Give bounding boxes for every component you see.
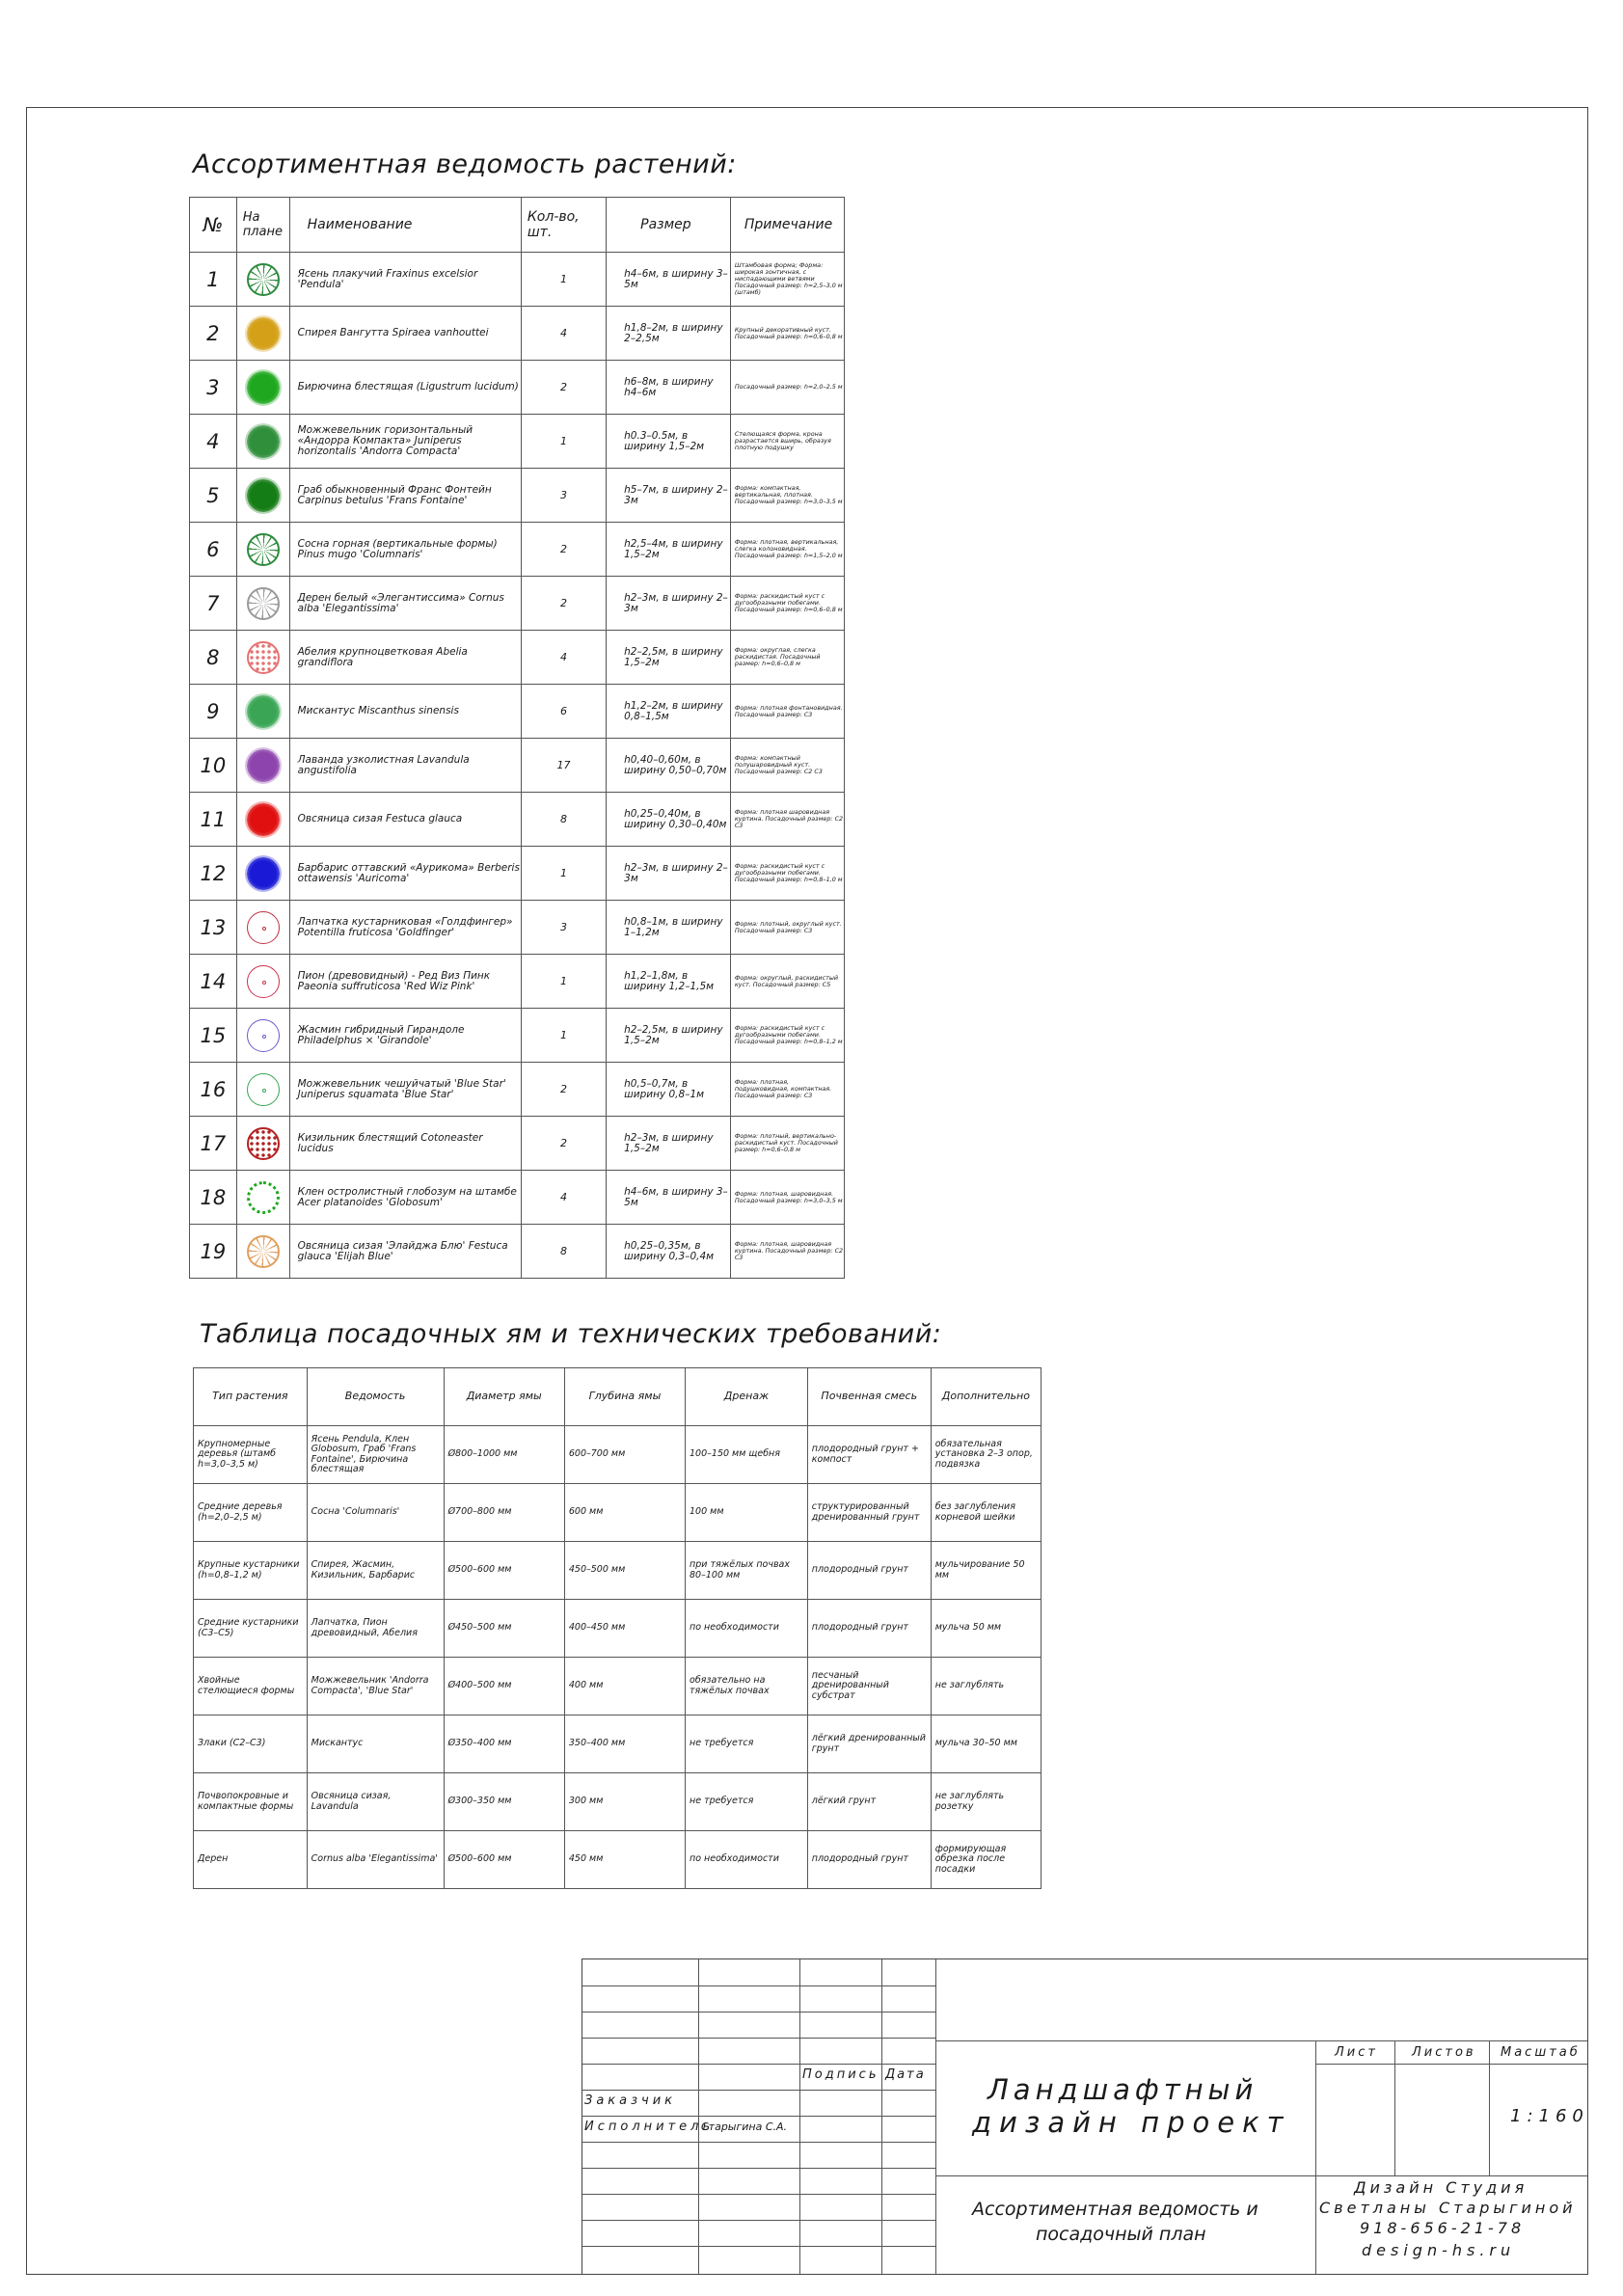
plant-symbol (236, 253, 289, 307)
pits-cell: мульча 50 мм (931, 1600, 1041, 1658)
scale-label: Масштаб (1501, 2045, 1581, 2060)
pits-cell: Ø400–500 мм (444, 1658, 564, 1715)
plant-note: Форма: плотная, вертикальная, слегка колоновидная. Посадочный размер: h=1,5–2,0 м (730, 523, 844, 577)
title-block (582, 1958, 1588, 2275)
plant-row (190, 1171, 845, 1225)
plant-symbol (236, 361, 289, 415)
pits-cell: песчаный дренированный субстрат (807, 1658, 931, 1715)
pits-cell: 100 мм (686, 1484, 808, 1542)
plant-number: 7 (190, 577, 237, 631)
plant-note: Стелющаяся форма, крона разрастается вширь, образуя плотную подушку (730, 415, 844, 469)
pits-row (194, 1831, 1041, 1889)
plant-row (190, 739, 845, 793)
pits-cell: Лапчатка, Пион древовидный, Абелия (307, 1600, 444, 1658)
pits-cell: Ø300–350 мм (444, 1773, 564, 1831)
pits-cell: Овсяница сизая, Lavandula (307, 1773, 444, 1831)
plant-plan-symbol-icon (247, 1019, 280, 1052)
plant-size: h0,25–0,40м, в ширину 0,30–0,40м (607, 793, 731, 847)
plant-number: 9 (190, 685, 237, 739)
plant-name: Овсяница сизая 'Элайджа Блю' Festuca glauca 'Elijah Blue' (289, 1225, 521, 1279)
sign-label: Подпись (802, 2067, 879, 2082)
executor-label: Исполнитель (584, 2120, 715, 2134)
plant-row (190, 631, 845, 685)
pits-table (193, 1367, 1041, 1889)
plant-number: 2 (190, 307, 237, 361)
executor-name: Старыгина С.А. (701, 2120, 788, 2133)
plant-row (190, 847, 845, 901)
col-plan-header-line2: плане (242, 225, 283, 239)
project-title-line2: дизайн проект (972, 2106, 1291, 2139)
plant-symbol (236, 955, 289, 1009)
pits-cell: Ясень Pendula, Клен Globosum, Граб 'Frans Fontaine', Бирючина блестящая (307, 1426, 444, 1484)
pits-cell: Ø800–1000 мм (444, 1426, 564, 1484)
plant-plan-symbol-icon (247, 965, 280, 998)
plant-plan-symbol-icon (247, 911, 280, 944)
col-note-header: Примечание (730, 198, 844, 253)
pits-cell: Средние деревья (h=2,0–2,5 м) (194, 1484, 308, 1542)
plant-name: Граб обыкновенный Франс Фонтейн Carpinus betulus 'Frans Fontaine' (289, 469, 521, 523)
plant-qty: 3 (521, 901, 606, 955)
plant-size: h0,25–0,35м, в ширину 0,3–0,4м (607, 1225, 731, 1279)
pits-cell: не требуется (686, 1773, 808, 1831)
plant-qty: 2 (521, 577, 606, 631)
plant-name: Лапчатка кустарниковая «Голдфингер» Potentilla fruticosa 'Goldfinger' (289, 901, 521, 955)
pits-cell: без заглубления корневой шейки (931, 1484, 1041, 1542)
plant-name: Клен остролистный глобозум на штамбе Acer platanoides 'Globosum' (289, 1171, 521, 1225)
plant-row (190, 361, 845, 415)
studio-line1: Дизайн Студия (1354, 2178, 1528, 2197)
plant-note: Форма: плотная, подушковидная, компактная. Посадочный размер: C3 (730, 1063, 844, 1117)
pits-cell: Ø500–600 мм (444, 1542, 564, 1600)
plant-qty: 3 (521, 469, 606, 523)
plant-row (190, 1117, 845, 1171)
pits-cell: Сосна 'Columnaris' (307, 1484, 444, 1542)
plant-size: h6–8м, в ширину h4–6м (607, 361, 731, 415)
plant-qty: 4 (521, 1171, 606, 1225)
plant-symbol (236, 901, 289, 955)
pits-cell: при тяжёлых почвах 80–100 мм (686, 1542, 808, 1600)
pits-cell: по необходимости (686, 1831, 808, 1889)
pits-cell: обязательно на тяжёлых почвах (686, 1658, 808, 1715)
plant-number: 12 (190, 847, 237, 901)
pits-row (194, 1542, 1041, 1600)
plant-number: 14 (190, 955, 237, 1009)
pits-cell: 600–700 мм (564, 1426, 685, 1484)
pits-column-header: Глубина ямы (564, 1368, 685, 1426)
pits-cell: Злаки (C2–C3) (194, 1715, 308, 1773)
sheet-label: Лист (1335, 2045, 1378, 2060)
pits-cell: не заглублять розетку (931, 1773, 1041, 1831)
plant-note: Форма: плотная шаровидная куртина. Посадочный размер: C2 C3 (730, 793, 844, 847)
plant-row (190, 1063, 845, 1117)
plant-name: Сосна горная (вертикальные формы) Pinus mugo 'Columnaris' (289, 523, 521, 577)
pits-cell: плодородный грунт (807, 1542, 931, 1600)
plant-name: Бирючина блестящая (Ligustrum lucidum) (289, 361, 521, 415)
plant-size: h4–6м, в ширину 3–5м (607, 1171, 731, 1225)
pits-row (194, 1426, 1041, 1484)
plant-row (190, 469, 845, 523)
plant-plan-symbol-icon (247, 479, 280, 512)
plant-name: Барбарис оттавский «Аурикома» Berberis ottawensis 'Auricoma' (289, 847, 521, 901)
plant-row (190, 793, 845, 847)
plant-number: 18 (190, 1171, 237, 1225)
plant-size: h2,5–4м, в ширину 1,5–2м (607, 523, 731, 577)
sheet-title-line2: посадочный план (1036, 2224, 1206, 2245)
pits-cell: структурированный дренированный грунт (807, 1484, 931, 1542)
plant-plan-symbol-icon (247, 371, 280, 404)
plant-plan-symbol-icon (247, 803, 280, 836)
plant-qty: 8 (521, 793, 606, 847)
plant-note: Форма: компактная, вертикальная, плотная. Посадочный размер: h=3,0–3,5 м (730, 469, 844, 523)
pits-row (194, 1600, 1041, 1658)
plants-header-row (190, 198, 845, 253)
plant-plan-symbol-icon (247, 857, 280, 890)
plants-heading: Ассортиментная ведомость растений: (193, 149, 737, 179)
pits-cell: 450 мм (564, 1831, 685, 1889)
pits-heading: Таблица посадочных ям и технических требований: (200, 1319, 942, 1349)
pits-row (194, 1773, 1041, 1831)
plant-note: Форма: плотная фонтановидная. Посадочный размер: C3 (730, 685, 844, 739)
pits-column-header: Диаметр ямы (444, 1368, 564, 1426)
plant-row (190, 307, 845, 361)
pits-cell: Дерен (194, 1831, 308, 1889)
plant-symbol (236, 685, 289, 739)
pits-cell: 100–150 мм щебня (686, 1426, 808, 1484)
plant-row (190, 1009, 845, 1063)
plant-note: Посадочный размер: h=2,0–2,5 м (730, 361, 844, 415)
pits-cell: Средние кустарники (C3–C5) (194, 1600, 308, 1658)
plant-note: Форма: плотная, шаровидная. Посадочный размер: h=3,0–3,5 м (730, 1171, 844, 1225)
plant-name: Абелия крупноцветковая Abelia grandiflora (289, 631, 521, 685)
plant-symbol (236, 1009, 289, 1063)
studio-site: design-hs.ru (1362, 2241, 1516, 2259)
plant-size: h0,5–0,7м, в ширину 0,8–1м (607, 1063, 731, 1117)
scale-value: 1:160 (1510, 2106, 1589, 2126)
pits-cell: Крупномерные деревья (штамб h=3,0–3,5 м) (194, 1426, 308, 1484)
pits-row (194, 1658, 1041, 1715)
plant-plan-symbol-icon (247, 1127, 280, 1160)
plant-note: Форма: раскидистый куст с дугообразными побегами. Посадочный размер: h=0,6–0,8 м (730, 577, 844, 631)
plant-qty: 6 (521, 685, 606, 739)
plant-name: Мискантус Miscanthus sinensis (289, 685, 521, 739)
plant-plan-symbol-icon (247, 749, 280, 782)
plant-plan-symbol-icon (247, 641, 280, 674)
pits-column-header: Тип растения (194, 1368, 308, 1426)
plant-symbol (236, 631, 289, 685)
plant-note: Форма: плотная, шаровидная куртина. Посадочный размер: C2 C3 (730, 1225, 844, 1279)
plant-note: Форма: раскидистый куст с дугообразными побегами. Посадочный размер: h=0,8–1,0 м (730, 847, 844, 901)
plant-number: 10 (190, 739, 237, 793)
plant-qty: 4 (521, 307, 606, 361)
col-qty-header: Кол-во, шт. (521, 198, 606, 253)
plant-symbol (236, 523, 289, 577)
sheet-title-line1: Ассортиментная ведомость и (972, 2199, 1258, 2220)
pits-cell: Крупные кустарники (h=0,8–1,2 м) (194, 1542, 308, 1600)
plant-symbol (236, 1063, 289, 1117)
pits-cell: Ø700–800 мм (444, 1484, 564, 1542)
plant-number: 5 (190, 469, 237, 523)
studio-line2: Светланы Старыгиной (1319, 2199, 1577, 2217)
plant-qty: 1 (521, 1009, 606, 1063)
plant-number: 3 (190, 361, 237, 415)
plant-symbol (236, 469, 289, 523)
plant-symbol (236, 847, 289, 901)
pits-cell: 450–500 мм (564, 1542, 685, 1600)
pits-row (194, 1715, 1041, 1773)
plant-name: Овсяница сизая Festuca glauca (289, 793, 521, 847)
plant-size: h1,2–1,8м, в ширину 1,2–1,5м (607, 955, 731, 1009)
plant-size: h0.3–0.5м, в ширину 1,5–2м (607, 415, 731, 469)
pits-header-row (194, 1368, 1041, 1426)
pits-cell: Можжевельник 'Andorra Compacta', 'Blue Star' (307, 1658, 444, 1715)
plant-qty: 1 (521, 847, 606, 901)
sheets-label: Листов (1412, 2045, 1476, 2060)
plant-name: Можжевельник горизонтальный «Андорра Компакта» Juniperus horizontalis 'Andorra Compacta' (289, 415, 521, 469)
plant-qty: 2 (521, 523, 606, 577)
plant-note: Форма: округлая, слегка раскидистая. Посадочный размер: h=0,6–0,8 м (730, 631, 844, 685)
plant-row (190, 955, 845, 1009)
plant-plan-symbol-icon (247, 1181, 280, 1214)
plant-number: 4 (190, 415, 237, 469)
pits-cell: мульча 30–50 мм (931, 1715, 1041, 1773)
plant-name: Дерен белый «Элегантиссима» Cornus alba 'Elegantissima' (289, 577, 521, 631)
pits-cell: Спирея, Жасмин, Кизильник, Барбарис (307, 1542, 444, 1600)
plant-name: Лаванда узколистная Lavandula angustifolia (289, 739, 521, 793)
plant-name: Кизильник блестящий Cotoneaster lucidus (289, 1117, 521, 1171)
pits-cell: Ø350–400 мм (444, 1715, 564, 1773)
pits-cell: мульчирование 50 мм (931, 1542, 1041, 1600)
plant-qty: 8 (521, 1225, 606, 1279)
plant-plan-symbol-icon (247, 695, 280, 728)
plant-qty: 1 (521, 415, 606, 469)
plant-qty: 4 (521, 631, 606, 685)
plant-number: 13 (190, 901, 237, 955)
pits-cell: Cornus alba 'Elegantissima' (307, 1831, 444, 1889)
plant-row (190, 1225, 845, 1279)
plant-symbol (236, 1225, 289, 1279)
plant-size: h2–3м, в ширину 2–3м (607, 847, 731, 901)
date-label: Дата (885, 2067, 926, 2082)
pits-cell: не требуется (686, 1715, 808, 1773)
pits-cell: формирующая обрезка после посадки (931, 1831, 1041, 1889)
plant-number: 16 (190, 1063, 237, 1117)
studio-phone: 918-656-21-78 (1360, 2219, 1526, 2237)
plant-qty: 1 (521, 955, 606, 1009)
plant-note: Форма: округлый, раскидистый куст. Посадочный размер: C5 (730, 955, 844, 1009)
plant-number: 8 (190, 631, 237, 685)
plant-plan-symbol-icon (247, 425, 280, 458)
plant-note: Крупный декоративный куст. Посадочный размер: h=0,6–0,8 м (730, 307, 844, 361)
plant-size: h0,40–0,60м, в ширину 0,50–0,70м (607, 739, 731, 793)
pits-cell: не заглублять (931, 1658, 1041, 1715)
plant-plan-symbol-icon (247, 1235, 280, 1268)
plant-note: Штамбовая форма; Форма: широкая зонтичная, с ниспадающими ветвями Посадочный размер: h=2,5–3,0 м (штамб) (730, 253, 844, 307)
plant-row (190, 685, 845, 739)
col-plan-header-line1: На (242, 210, 260, 225)
pits-cell: по необходимости (686, 1600, 808, 1658)
plant-number: 19 (190, 1225, 237, 1279)
plant-row (190, 415, 845, 469)
pits-row (194, 1484, 1041, 1542)
plant-plan-symbol-icon (247, 263, 280, 296)
pits-cell: Ø500–600 мм (444, 1831, 564, 1889)
col-plan-header (236, 198, 289, 253)
plant-note: Форма: компактный полушаровидный куст. Посадочный размер: C2 C3 (730, 739, 844, 793)
project-title-line1: Ландшафтный (987, 2073, 1258, 2106)
plant-symbol (236, 1117, 289, 1171)
pits-cell: 350–400 мм (564, 1715, 685, 1773)
plant-number: 17 (190, 1117, 237, 1171)
pits-column-header: Ведомость (307, 1368, 444, 1426)
plant-size: h1,8–2м, в ширину 2–2,5м (607, 307, 731, 361)
pits-cell: обязательная установка 2–3 опор, подвязка (931, 1426, 1041, 1484)
plants-table (189, 197, 845, 1279)
plant-qty: 2 (521, 1117, 606, 1171)
pits-cell: плодородный грунт (807, 1600, 931, 1658)
plant-row (190, 901, 845, 955)
pits-cell: 400–450 мм (564, 1600, 685, 1658)
plant-size: h2–3м, в ширину 2–3м (607, 577, 731, 631)
plant-name: Можжевельник чешуйчатый 'Blue Star' Juniperus squamata 'Blue Star' (289, 1063, 521, 1117)
plant-name: Пион (древовидный) - Ред Виз Пинк Paeonia suffruticosa 'Red Wiz Pink' (289, 955, 521, 1009)
plant-note: Форма: раскидистый куст с дугообразными побегами. Посадочный размер: h=0,8–1,2 м (730, 1009, 844, 1063)
pits-cell: лёгкий грунт (807, 1773, 931, 1831)
plant-name: Жасмин гибридный Гирандоле Philadelphus × 'Girandole' (289, 1009, 521, 1063)
pits-cell: Хвойные стелющиеся формы (194, 1658, 308, 1715)
plant-number: 6 (190, 523, 237, 577)
pits-cell: плодородный грунт (807, 1831, 931, 1889)
plant-note: Форма: плотный, округлый куст. Посадочный размер: C3 (730, 901, 844, 955)
plant-symbol (236, 793, 289, 847)
plant-size: h2–3м, в ширину 1,5–2м (607, 1117, 731, 1171)
plant-size: h5–7м, в ширину 2–3м (607, 469, 731, 523)
pits-cell: лёгкий дренированный грунт (807, 1715, 931, 1773)
plant-plan-symbol-icon (247, 533, 280, 566)
pits-cell: Мискантус (307, 1715, 444, 1773)
plant-qty: 2 (521, 361, 606, 415)
plant-name: Спирея Вангутта Spiraea vanhouttei (289, 307, 521, 361)
plant-name: Ясень плакучий Fraxinus excelsior 'Pendula' (289, 253, 521, 307)
plant-size: h2–2,5м, в ширину 1,5–2м (607, 1009, 731, 1063)
plant-symbol (236, 1171, 289, 1225)
pits-cell: плодородный грунт + компост (807, 1426, 931, 1484)
plant-size: h4–6м, в ширину 3–5м (607, 253, 731, 307)
pits-column-header: Почвенная смесь (807, 1368, 931, 1426)
plant-symbol (236, 307, 289, 361)
plant-size: h2–2,5м, в ширину 1,5–2м (607, 631, 731, 685)
col-no-header: № (190, 198, 237, 253)
pits-cell: 600 мм (564, 1484, 685, 1542)
plant-plan-symbol-icon (247, 317, 280, 350)
plant-note: Форма: плотный, вертикально-раскидистый куст. Посадочный размер: h=0,6–0,8 м (730, 1117, 844, 1171)
plant-number: 11 (190, 793, 237, 847)
col-name-header: Наименование (289, 198, 521, 253)
pits-column-header: Дренаж (686, 1368, 808, 1426)
col-size-header: Размер (607, 198, 731, 253)
pits-cell: Ø450–500 мм (444, 1600, 564, 1658)
plant-number: 15 (190, 1009, 237, 1063)
plant-row (190, 577, 845, 631)
plant-symbol (236, 415, 289, 469)
plant-size: h1,2–2м, в ширину 0,8–1,5м (607, 685, 731, 739)
pits-cell: 400 мм (564, 1658, 685, 1715)
plant-row (190, 253, 845, 307)
plant-qty: 17 (521, 739, 606, 793)
plant-symbol (236, 577, 289, 631)
pits-column-header: Дополнительно (931, 1368, 1041, 1426)
plant-symbol (236, 739, 289, 793)
plant-plan-symbol-icon (247, 1073, 280, 1106)
plant-row (190, 523, 845, 577)
pits-cell: 300 мм (564, 1773, 685, 1831)
plant-size: h0,8–1м, в ширину 1–1,2м (607, 901, 731, 955)
plant-qty: 2 (521, 1063, 606, 1117)
customer-label: Заказчик (584, 2093, 677, 2108)
plant-number: 1 (190, 253, 237, 307)
pits-cell: Почвопокровные и компактные формы (194, 1773, 308, 1831)
plant-qty: 1 (521, 253, 606, 307)
plant-plan-symbol-icon (247, 587, 280, 620)
